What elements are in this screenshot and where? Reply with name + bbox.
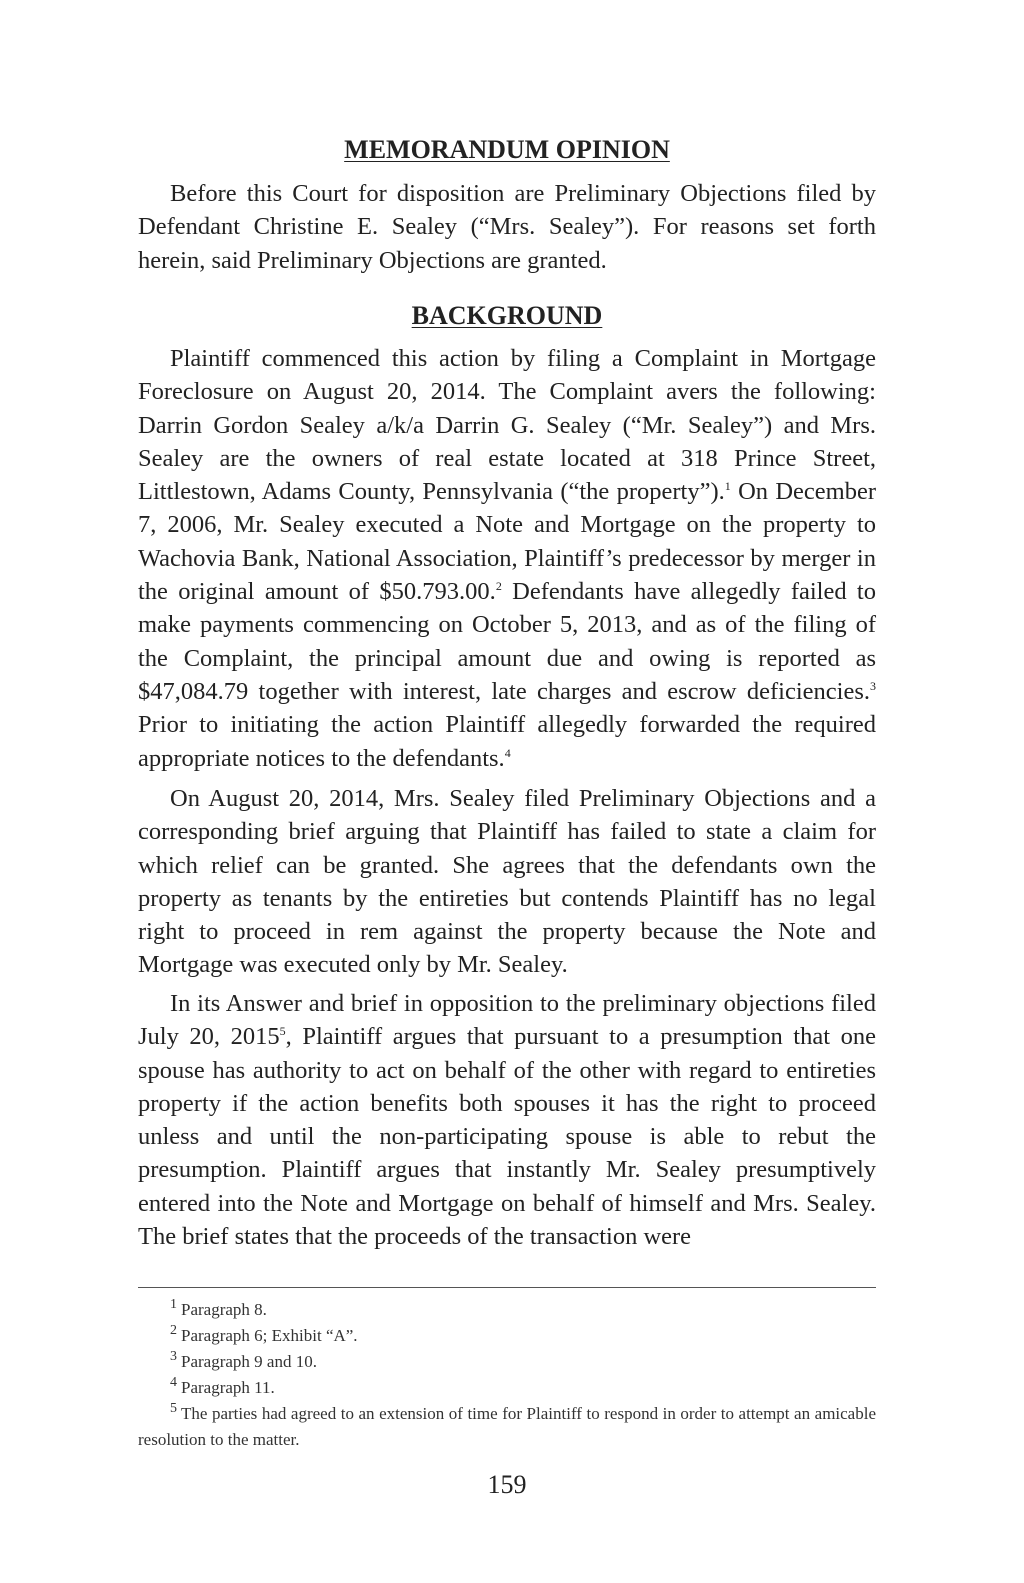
answer-paragraph — [138, 987, 876, 1253]
footnote-ref-2: 2 — [495, 578, 502, 593]
footnote-divider — [138, 1287, 876, 1288]
background-text-3: Defendants have allegedly failed to make payments commencing on October 5, 2013, and as of the filing of the Complaint, the principal amount due and owing is reported as $47,084.79 together with interest, late charges and escrow deficiencies. — [138, 578, 876, 705]
background-text-2: On December 7, 2006, Mr. Sealey executed a Note and Mortgage on the property to Wachovia Bank, National Association, Plaintiff’s predecessor by merger in the original amount of $50.793.00. — [138, 478, 876, 606]
footnote-ref-4: 4 — [504, 745, 511, 760]
footnote-text: Paragraph 11. — [181, 1378, 275, 1397]
memorandum-opinion-heading: MEMORANDUM OPINION — [344, 135, 670, 164]
footnote-number: 5 — [170, 1401, 177, 1417]
footnote-number: 4 — [170, 1375, 177, 1391]
background-text-4: Prior to initiating the action Plaintiff allegedly forwarded the required appropriate notices to the defendants. — [138, 711, 876, 772]
document-page — [138, 0, 876, 1583]
footnote-2 — [138, 1323, 876, 1349]
footnote-4 — [138, 1375, 876, 1401]
footnote-5 — [138, 1401, 876, 1453]
answer-text-2: , Plaintiff argues that pursuant to a presumption that one spouse has authority to act on behalf of the other with regard to entireties property if the action benefits both spouses it has the right to proceed unless and until the non-participating spouse is able to rebut the presumption. Plaintiff argues that instantly Mr. Sealey presumptively entered into the Note and Mortgage on behalf of himself and Mrs. Sealey. The brief states that the proceeds of the transaction were — [138, 1023, 877, 1251]
answer-text-1: In its Answer and brief in opposition to the preliminary objections filed July 20, 2015 — [138, 990, 876, 1051]
footnote-number: 1 — [170, 1297, 177, 1313]
footnotes-section — [138, 1297, 876, 1453]
page-number: 159 — [487, 1470, 527, 1499]
footnote-ref-5: 5 — [279, 1024, 286, 1039]
background-heading: BACKGROUND — [411, 301, 603, 330]
background-paragraph — [138, 342, 876, 775]
background-text-1: Plaintiff commenced this action by filing a Complaint in Mortgage Foreclosure on August 20, 2014. The Complaint avers the following: Darrin Gordon Sealey a/k/a Darrin G. Sealey (“Mr. Sealey”) and Mrs. Sealey are the owners of real estate located at 318 Prince Street, Littlestown, Adams County, Pennsylvania (“the property”). — [138, 345, 876, 506]
objections-paragraph: On August 20, 2014, Mrs. Sealey filed Preliminary Objections and a corresponding brief arguing that Plaintiff has failed to state a claim for which relief can be granted. She agrees that the defendants own the property as tenants by the entireties but contends Plaintiff has no legal right to proceed in rem against the property because the Note and Mortgage was executed only by Mr. Sealey. — [138, 785, 876, 979]
footnote-text: Paragraph 9 and 10. — [181, 1352, 317, 1371]
intro-paragraph: Before this Court for disposition are Preliminary Objections filed by Defendant Christine E. Sealey (“Mrs. Sealey”). For reasons set forth herein, said Preliminary Objections are granted. — [138, 180, 876, 274]
footnote-text: The parties had agreed to an extension of time for Plaintiff to respond in order to attempt an amicable resolution to the matter. — [138, 1404, 876, 1449]
footnote-number: 2 — [170, 1323, 177, 1339]
footnote-number: 3 — [170, 1349, 177, 1365]
footnote-text: Paragraph 6; Exhibit “A”. — [181, 1326, 358, 1345]
footnote-3 — [138, 1349, 876, 1375]
footnote-ref-3: 3 — [870, 678, 876, 693]
footnote-ref-1: 1 — [724, 479, 731, 494]
footnote-text: Paragraph 8. — [181, 1300, 267, 1319]
footnote-1 — [138, 1297, 876, 1323]
